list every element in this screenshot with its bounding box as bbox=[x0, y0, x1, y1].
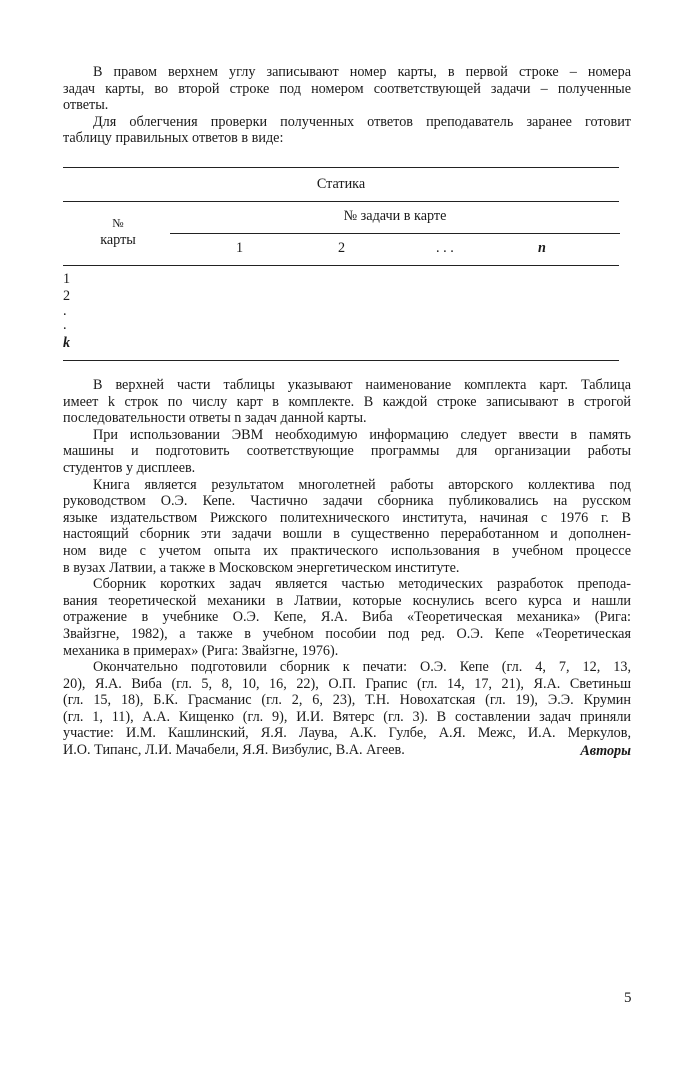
row-label: 2 bbox=[63, 288, 71, 304]
text-line: Звайзгне, 1982), а также в учебном пособии под ред. О.Э. Кепе «Теоретическая bbox=[63, 625, 631, 642]
text-line: Книга является результатом многолетней работы авторского коллектива под bbox=[93, 476, 631, 493]
signature: Авторы bbox=[580, 743, 631, 759]
text-line: задач карты, во второй строке под номером соответствующей задачи – полученные bbox=[63, 80, 631, 97]
paragraph bbox=[63, 477, 631, 577]
row-label: 1 bbox=[63, 271, 71, 287]
table-bottom-rule bbox=[63, 360, 619, 361]
text-line: руководством О.Э. Кепе. Частично задачи сборника публиковались на русском bbox=[63, 493, 631, 510]
paragraph bbox=[63, 659, 631, 759]
row-label: . bbox=[63, 303, 67, 319]
column-header: n bbox=[538, 240, 546, 256]
paragraph bbox=[63, 377, 631, 427]
text-line: ном виде с учетом опыта их практического использования в учебном процессе bbox=[63, 542, 631, 559]
text-line: Сборник коротких задач является частью методических разработок препода- bbox=[93, 576, 631, 593]
task-number-header: № задачи в карте bbox=[343, 208, 447, 224]
page-number: 5 bbox=[624, 990, 632, 1006]
text-line: Для облегчения проверки полученных ответов преподаватель заранее готовит bbox=[93, 113, 631, 130]
text-line: языке издательством Рижского политехнического института, начиная с 1976 г. В bbox=[63, 509, 631, 526]
text-line: И.О. Типанс, Л.И. Мачабели, Я.Я. Визбулис, В.А. Агеев. bbox=[63, 742, 405, 759]
text-line: в вузах Латвии, а также в Московском энергетическом институте. bbox=[63, 559, 460, 576]
table-title-rule bbox=[63, 201, 619, 202]
text-line: (гл. 15, 18), Б.К. Грасманис (гл. 2, 6, 23), Т.Н. Новохатская (гл. 19), Э.Э. Крумин bbox=[63, 692, 631, 709]
row-label: . bbox=[63, 317, 67, 333]
text-line: участие: И.М. Кашлинский, Я.Я. Лаува, А.К. Гулбе, А.Я. Межс, И.А. Меркулов, bbox=[63, 725, 631, 742]
text-line: В верхней части таблицы указывают наименование комплекта карт. Таблица bbox=[93, 377, 631, 393]
text-line: (гл. 1, 11), А.А. Кищенко (гл. 9), И.И. Вятерс (гл. 3). В составлении задач приняли bbox=[63, 708, 631, 725]
row-label: k bbox=[63, 335, 71, 351]
text-line: В правом верхнем углу записывают номер карты, в первой строке – номера bbox=[93, 64, 631, 80]
body-text bbox=[63, 377, 631, 759]
text-line: Окончательно подготовили сборник к печати: О.Э. Кепе (гл. 4, 7, 12, 13, bbox=[93, 659, 631, 676]
table-top-rule bbox=[63, 167, 619, 168]
text-line: имеет k строк по числу карт в комплекте. В каждой строке записывают в строгой bbox=[63, 393, 631, 410]
table-header-rule bbox=[63, 265, 619, 266]
card-no-header-symbol: № bbox=[112, 216, 124, 230]
text-line: При использовании ЭВМ необходимую информацию следует ввести в память bbox=[93, 426, 631, 443]
text-line: 20), Я.А. Виба (гл. 5, 8, 10, 16, 22), О.П. Грапис (гл. 14, 17, 21), Я.А. Светиньш bbox=[63, 675, 631, 692]
text-line: отражение в учебнике О.Э. Кепе, Я.А. Виба «Теоретическая механика» (Рига: bbox=[63, 609, 631, 626]
text-line: ответы. bbox=[63, 97, 109, 114]
text-line: настоящий сборник эти задачи вошли в существенно переработанном и дополнен- bbox=[63, 526, 631, 543]
column-header: 2 bbox=[338, 240, 346, 256]
table-title: Статика bbox=[316, 176, 366, 192]
text-line: машины и подготовить соответствующие программы для организации работы bbox=[63, 443, 631, 460]
text-line: вания теоретической механики в Латвии, которые коснулись всего курса и нашли bbox=[63, 592, 631, 609]
text-line: механика в примерах» (Рига: Звайзгне, 1976). bbox=[63, 642, 339, 659]
paragraph bbox=[63, 427, 631, 477]
intro-text bbox=[63, 64, 631, 147]
text-line: последовательности ответы n задач данной карты. bbox=[63, 410, 367, 427]
column-header: . . . bbox=[436, 240, 454, 256]
paragraph bbox=[63, 114, 631, 147]
paragraph bbox=[63, 576, 631, 659]
text-line: студентов у дисплеев. bbox=[63, 459, 196, 476]
paragraph bbox=[63, 64, 631, 114]
task-header-rule bbox=[170, 233, 620, 234]
column-header: 1 bbox=[236, 240, 244, 256]
text-line: таблицу правильных ответов в виде: bbox=[63, 130, 284, 147]
card-no-header-label: карты bbox=[100, 232, 136, 248]
